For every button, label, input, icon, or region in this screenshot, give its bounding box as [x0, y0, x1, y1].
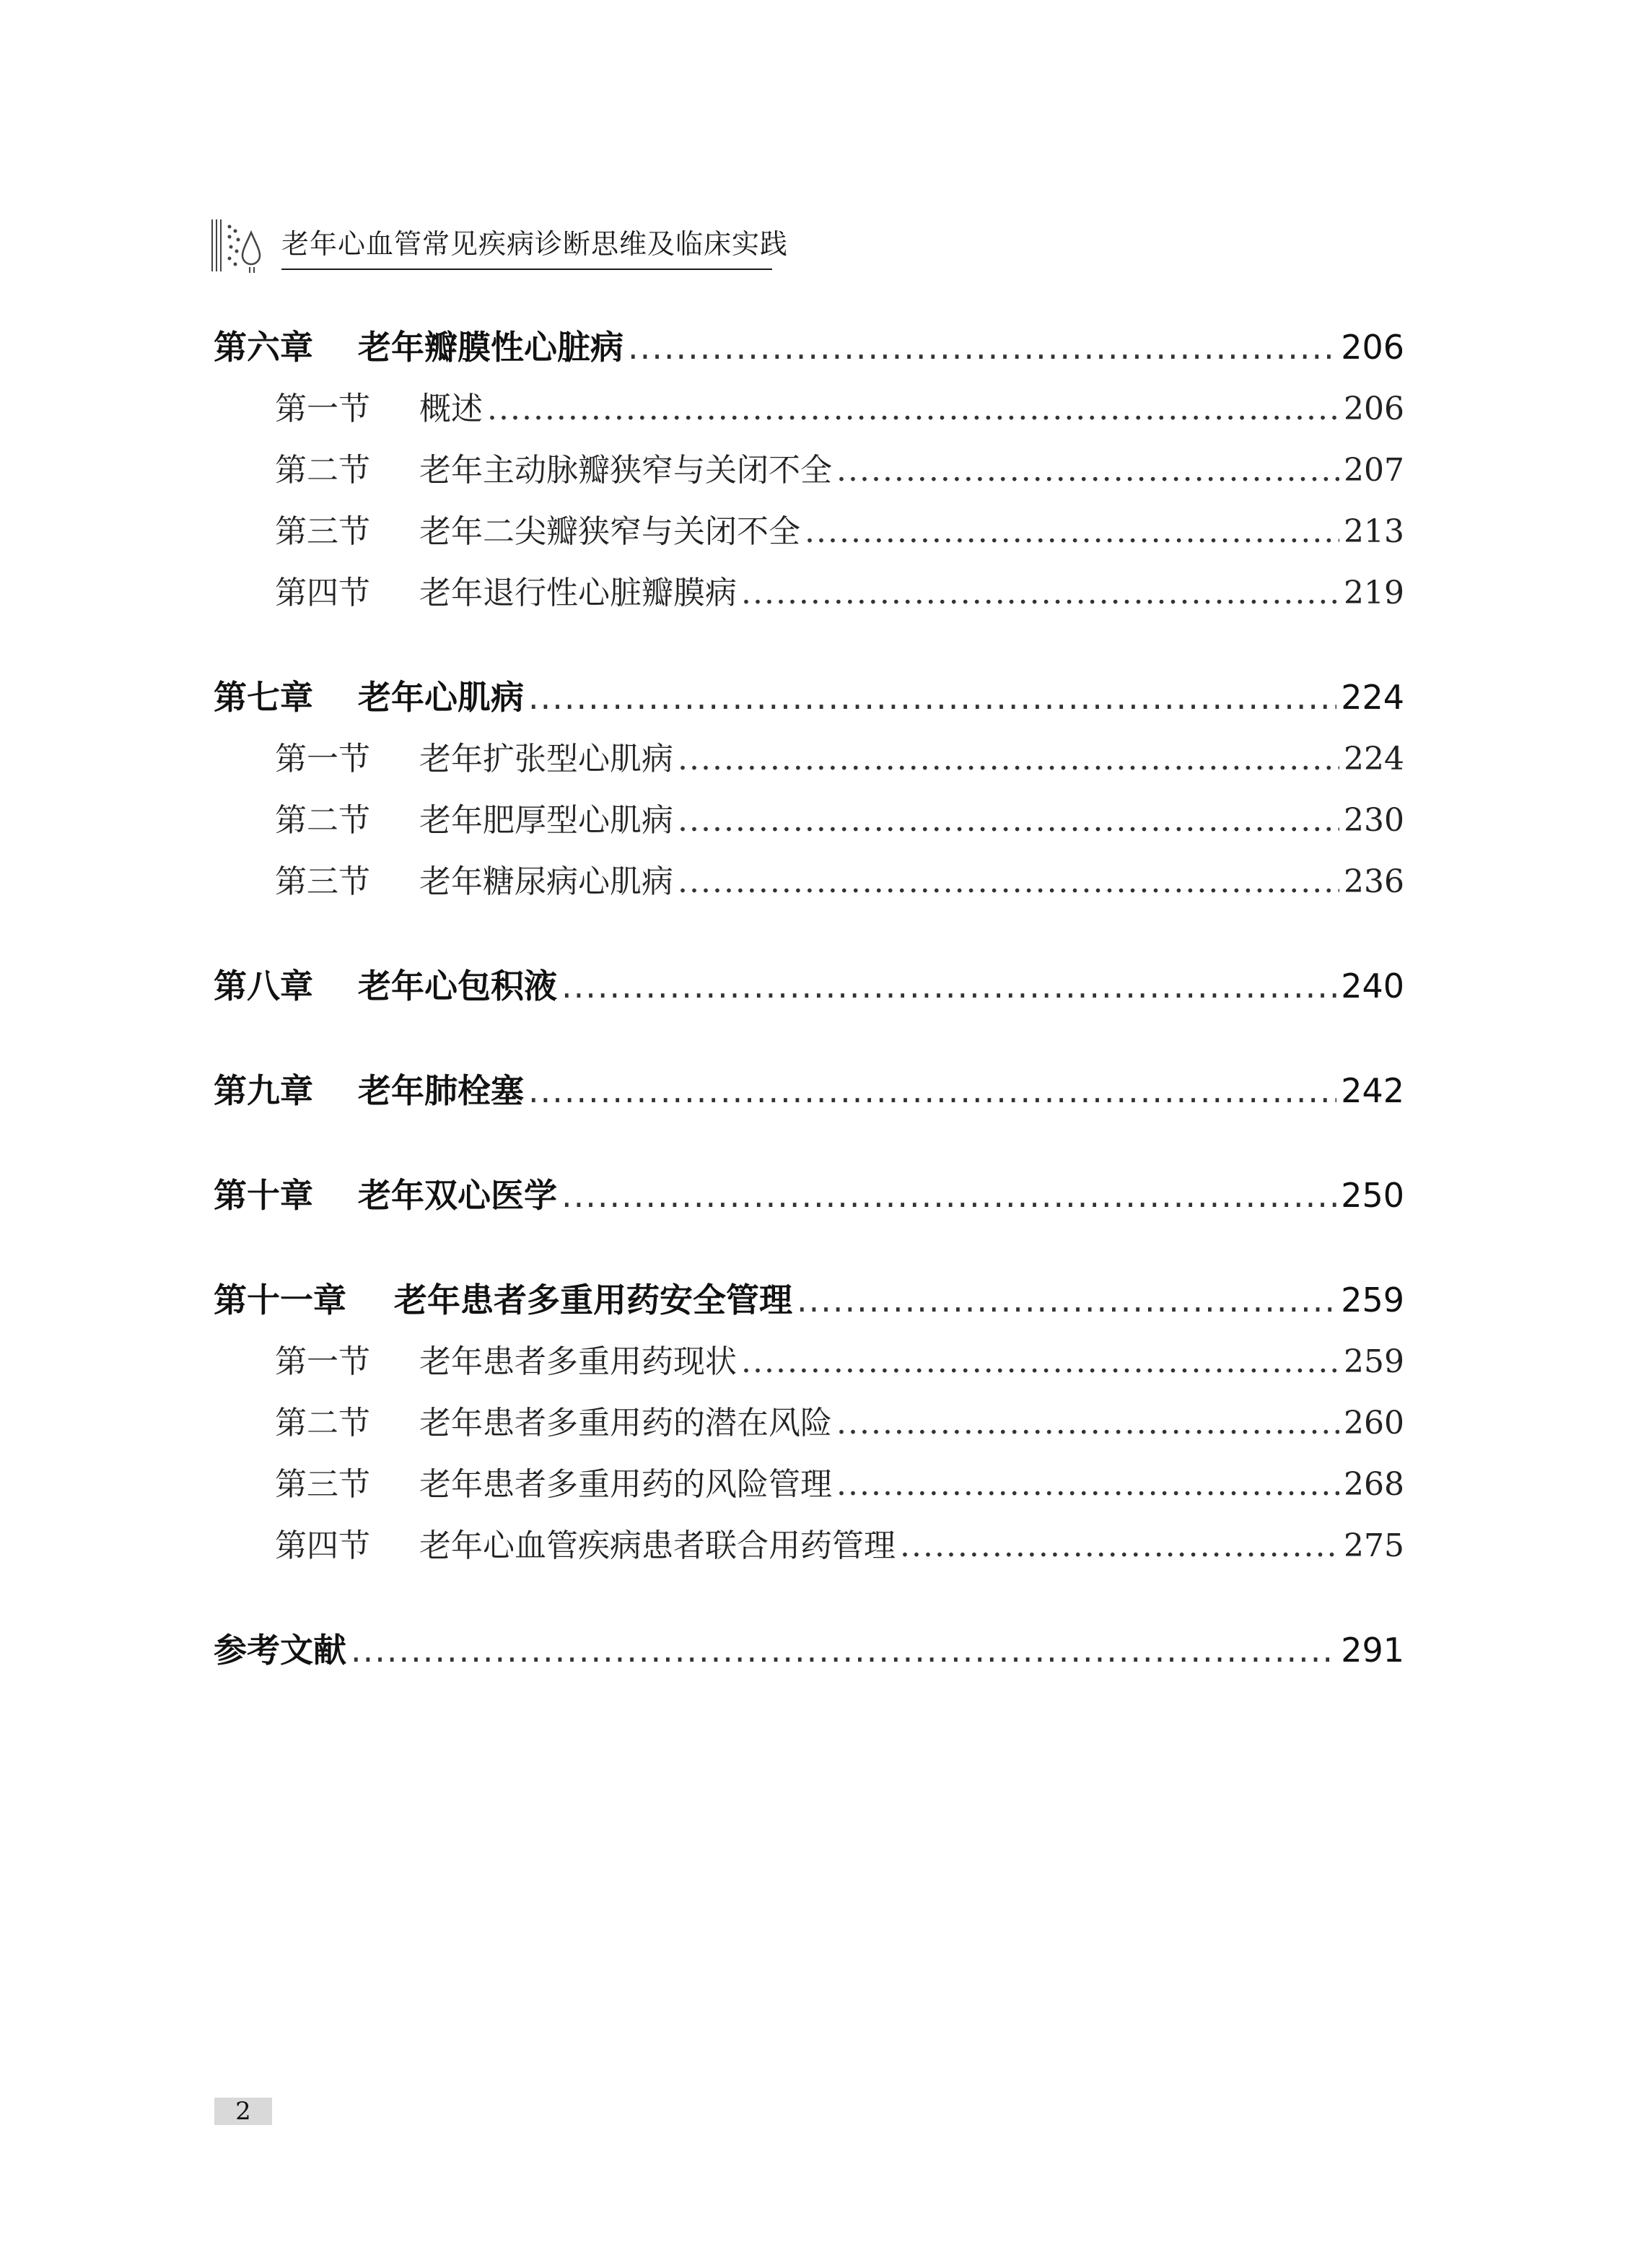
toc-section-row[interactable] [214, 855, 1404, 917]
chapter-number: 第十一章 [214, 1281, 346, 1320]
section-page-number: 213 [1344, 513, 1404, 550]
book-logo-icon [209, 217, 271, 274]
section-title: 老年肥厚型心肌病 [419, 802, 673, 839]
section-title: 概述 [419, 391, 483, 427]
dot-leader [805, 513, 1339, 550]
toc-chapter-row[interactable] [214, 1624, 1404, 1685]
page-number-text: 2 [235, 2097, 251, 2126]
chapter-title: 参考文献 [214, 1631, 346, 1670]
chapter-page-number: 224 [1341, 678, 1404, 717]
table-of-contents [214, 321, 1404, 1685]
section-page-number: 230 [1344, 802, 1404, 839]
dot-leader [561, 967, 1336, 1006]
dot-leader [900, 1527, 1339, 1564]
header-title-underline [281, 222, 789, 270]
chapter-number: 第十章 [214, 1176, 313, 1215]
section-page-number: 224 [1344, 741, 1404, 777]
section-number: 第三节 [275, 513, 370, 550]
toc-section-row[interactable] [214, 794, 1404, 855]
toc-chapter-row[interactable] [214, 1065, 1404, 1126]
toc-chapter-row[interactable] [214, 321, 1404, 383]
chapter-title: 老年瓣膜性心脏病 [358, 328, 623, 367]
section-number: 第二节 [275, 1405, 370, 1442]
section-page-number: 219 [1344, 575, 1404, 611]
chapter-page-number: 242 [1341, 1071, 1404, 1110]
chapter-title: 老年双心医学 [358, 1176, 557, 1215]
dot-leader [528, 678, 1336, 717]
toc-chapter-row[interactable] [214, 960, 1404, 1021]
toc-section-row[interactable] [214, 1335, 1404, 1397]
toc-chapter-row[interactable] [214, 671, 1404, 733]
dot-leader [678, 802, 1339, 839]
dot-leader [836, 452, 1339, 489]
chapter-number: 第六章 [214, 328, 313, 367]
section-number: 第一节 [275, 1343, 370, 1380]
section-page-number: 275 [1344, 1527, 1404, 1564]
toc-section-row[interactable] [214, 444, 1404, 505]
chapter-number: 第九章 [214, 1071, 313, 1110]
section-number: 第二节 [275, 802, 370, 839]
section-number: 第一节 [275, 741, 370, 777]
book-title: 老年心血管常见疾病诊断思维及临床实践 [281, 227, 789, 260]
section-page-number: 259 [1344, 1343, 1404, 1380]
section-number: 第四节 [275, 1527, 370, 1564]
chapter-number: 第八章 [214, 967, 313, 1006]
dot-leader [836, 1466, 1339, 1503]
section-title: 老年扩张型心肌病 [419, 741, 673, 777]
dot-leader [561, 1176, 1336, 1215]
section-title: 老年二尖瓣狭窄与关闭不全 [419, 513, 800, 550]
chapter-title: 老年肺栓塞 [358, 1071, 524, 1110]
section-number: 第三节 [275, 1466, 370, 1503]
section-number: 第三节 [275, 863, 370, 900]
toc-section-row[interactable] [214, 505, 1404, 567]
section-page-number: 206 [1344, 391, 1404, 427]
section-page-number: 236 [1344, 863, 1404, 900]
section-title: 老年患者多重用药的风险管理 [419, 1466, 832, 1503]
section-title: 老年糖尿病心肌病 [419, 863, 673, 900]
section-number: 第一节 [275, 391, 370, 427]
dot-leader [678, 741, 1339, 777]
toc-section-row[interactable] [214, 1458, 1404, 1519]
page-number [214, 2098, 272, 2125]
toc-section-row[interactable] [214, 1397, 1404, 1458]
dot-leader [351, 1631, 1336, 1670]
dot-leader [528, 1071, 1336, 1110]
dot-leader [678, 863, 1339, 900]
section-page-number: 260 [1344, 1405, 1404, 1442]
chapter-page-number: 291 [1341, 1631, 1404, 1670]
dot-leader [797, 1281, 1336, 1320]
chapter-number: 第七章 [214, 678, 313, 717]
section-page-number: 268 [1344, 1466, 1404, 1503]
toc-chapter-row[interactable] [214, 1169, 1404, 1231]
section-title: 老年主动脉瓣狭窄与关闭不全 [419, 452, 832, 489]
chapter-page-number: 206 [1341, 328, 1404, 367]
section-title: 老年患者多重用药现状 [419, 1343, 737, 1380]
section-page-number: 207 [1344, 452, 1404, 489]
chapter-page-number: 259 [1341, 1281, 1404, 1320]
section-number: 第二节 [275, 452, 370, 489]
dot-leader [741, 1343, 1339, 1380]
section-title: 老年心血管疾病患者联合用药管理 [419, 1527, 896, 1564]
toc-section-row[interactable] [214, 567, 1404, 628]
section-title: 老年退行性心脏瓣膜病 [419, 575, 737, 611]
dot-leader [836, 1405, 1339, 1442]
dot-leader [741, 575, 1339, 611]
toc-section-row[interactable] [214, 733, 1404, 794]
section-number: 第四节 [275, 575, 370, 611]
section-title: 老年患者多重用药的潜在风险 [419, 1405, 832, 1442]
dot-leader [487, 391, 1339, 427]
dot-leader [628, 328, 1336, 367]
chapter-title: 老年心肌病 [358, 678, 524, 717]
running-header [209, 217, 789, 274]
chapter-page-number: 250 [1341, 1176, 1404, 1215]
chapter-page-number: 240 [1341, 967, 1404, 1006]
toc-section-row[interactable] [214, 383, 1404, 444]
chapter-title: 老年患者多重用药安全管理 [394, 1281, 792, 1320]
chapter-title: 老年心包积液 [358, 967, 557, 1006]
toc-section-row[interactable] [214, 1519, 1404, 1581]
toc-chapter-row[interactable] [214, 1274, 1404, 1335]
